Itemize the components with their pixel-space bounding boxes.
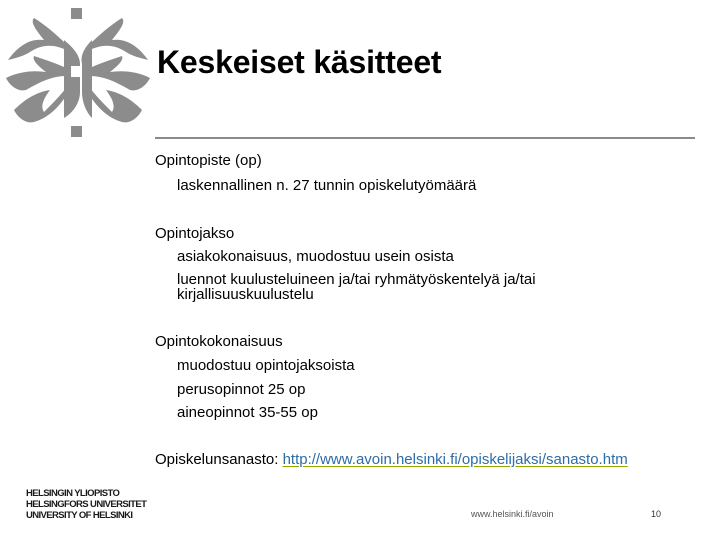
section-heading: Opintopiste (op) (155, 152, 262, 169)
section-item: asiakokonaisuus, muodostuu usein osista (177, 248, 454, 265)
page-number: 10 (651, 509, 662, 519)
glossary-label: Opiskelunsanasto: (155, 451, 283, 468)
footer-url: www.helsinki.fi/avoin (471, 509, 554, 519)
glossary-link[interactable]: http://www.avoin.helsinki.fi/opiskelijaksi/sanasto.htm (282, 451, 628, 468)
university-flame-logo-icon (0, 0, 160, 150)
university-name-en: UNIVERSITY OF HELSINKI (26, 510, 133, 521)
section-item: luennot kuulusteluineen ja/tai ryhmätyöskentelyä ja/tai kirjallisuuskuulustelu (177, 271, 536, 303)
section-heading: Opintokokonaisuus (155, 333, 283, 350)
university-name (26, 488, 146, 521)
slide-title: Keskeiset käsitteet (157, 44, 442, 80)
glossary-line (155, 451, 628, 468)
section-item: laskennallinen n. 27 tunnin opiskelutyömäärä (177, 177, 477, 194)
title-divider (155, 137, 695, 139)
section-item: muodostuu opintojaksoista (177, 357, 355, 374)
section-item: aineopinnot 35-55 op (177, 404, 318, 421)
university-name-fi: HELSINGIN YLIOPISTO (26, 488, 120, 499)
section-heading: Opintojakso (155, 225, 235, 242)
section-item: perusopinnot 25 op (177, 381, 306, 398)
university-name-sv: HELSINGFORS UNIVERSITET (26, 499, 147, 510)
